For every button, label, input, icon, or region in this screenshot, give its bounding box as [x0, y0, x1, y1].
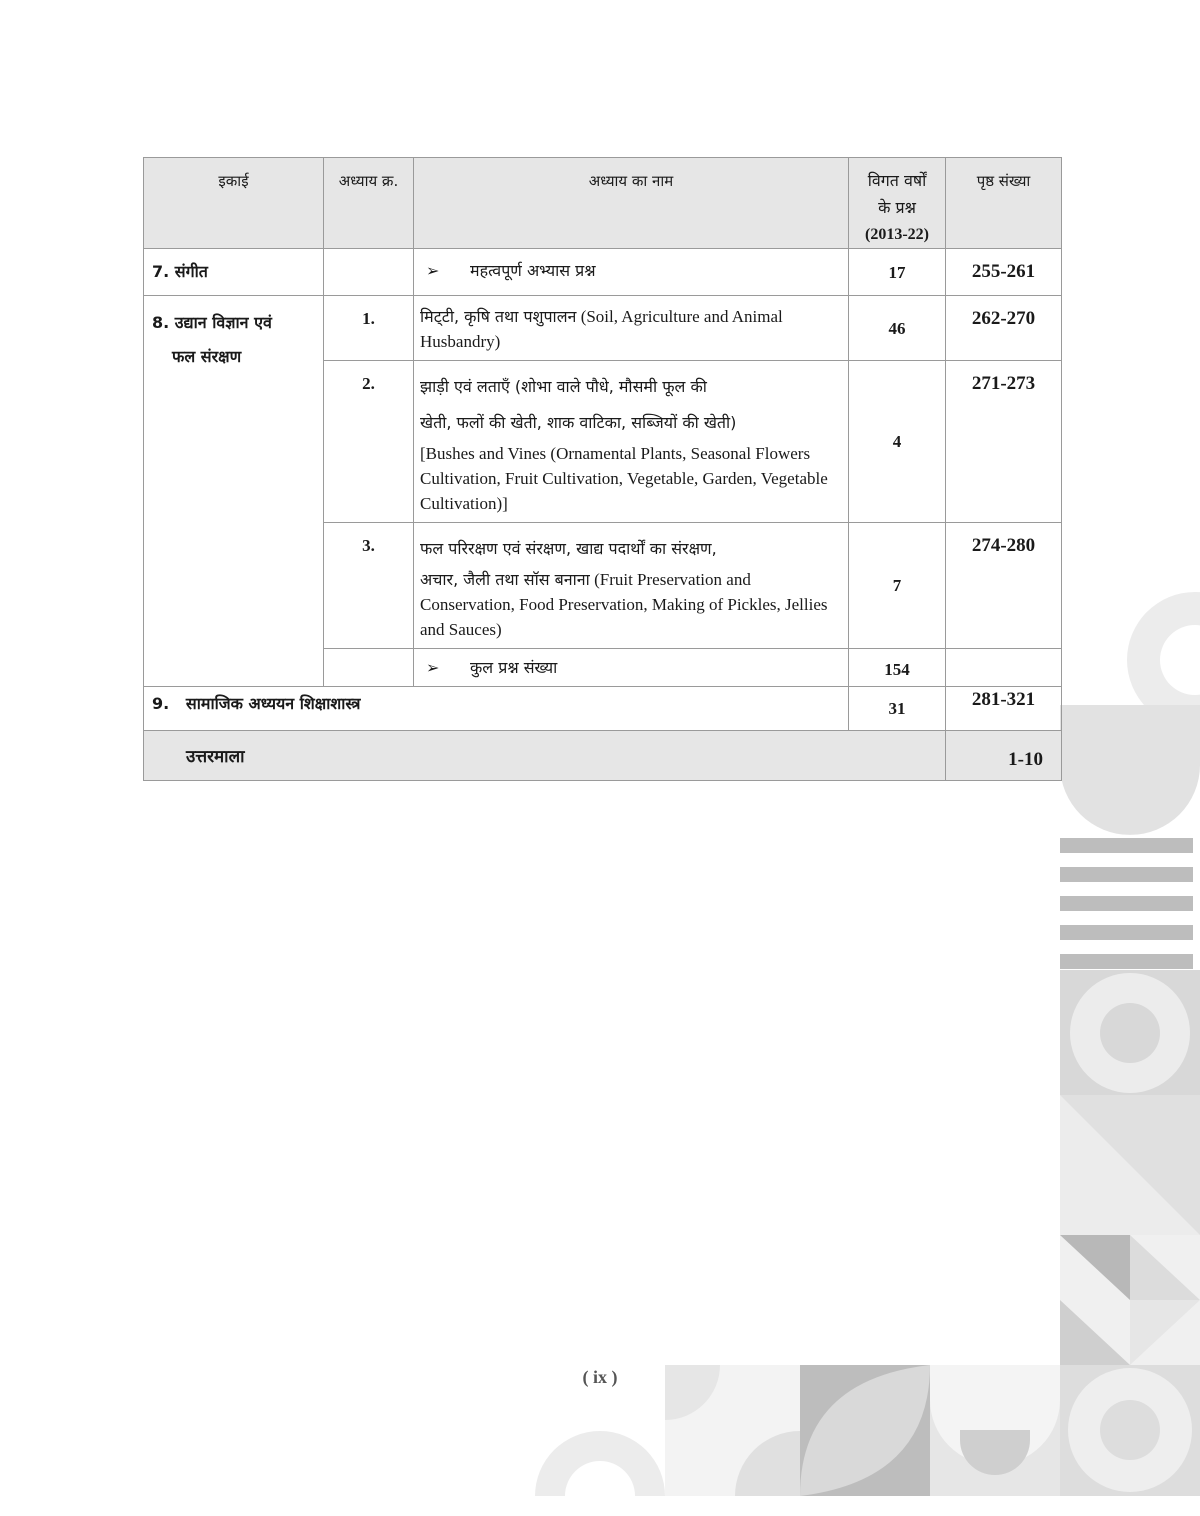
page-range: 262-270 [946, 296, 1062, 361]
answers-label: उत्तरमाला [144, 731, 946, 781]
total-questions-label [414, 649, 849, 687]
table-row [144, 731, 1062, 781]
chapter-name: महत्वपूर्ण अभ्यास प्रश्न [470, 261, 596, 280]
deco-shape [1060, 765, 1200, 835]
header-questions-line2: के प्रश्न [878, 198, 916, 217]
unit-title-line1: 8. उद्यान विज्ञान एवं [152, 313, 272, 332]
questions-count: 7 [849, 523, 946, 649]
chapter-number: 3. [324, 523, 414, 649]
unit-social-pedagogy: 9. सामाजिक अध्ययन शिक्षाशास्त्र [144, 687, 849, 731]
page-number: ( ix ) [582, 1367, 618, 1387]
chapter-fruit-preservation [414, 523, 849, 649]
chapter-name-hindi-line2: खेती, फलों की खेती, शाक वाटिका, सब्जियों की खेती) [420, 413, 737, 432]
questions-count: 31 [849, 687, 946, 731]
table-row [144, 249, 1062, 296]
chapter-soil [414, 296, 849, 361]
questions-count: 17 [849, 249, 946, 296]
chapter-name-hindi-line1: झाड़ी एवं लताएँ (शोभा वाले पौधे, मौसमी फूल की [420, 377, 707, 396]
table-header-row [144, 158, 1062, 249]
chapter-name-hindi-line2: अचार, जैली तथा सॉस बनाना [420, 570, 590, 589]
deco-stripe [1060, 838, 1193, 853]
unit-music: 7. संगीत [144, 249, 324, 296]
chapter-name-english: (Fruit Preservation and Conservation, Food Preservation, Making of Pickles, Jellies and Sauces) [420, 570, 828, 639]
header-unit: इकाई [144, 158, 324, 249]
header-questions [849, 158, 946, 249]
total-label: कुल प्रश्न संख्या [470, 658, 558, 677]
chapter-number: 1. [324, 296, 414, 361]
questions-count: 4 [849, 361, 946, 523]
page-range: 274-280 [946, 523, 1062, 649]
chapter-bushes [414, 361, 849, 523]
header-page: पृष्ठ संख्या [946, 158, 1062, 249]
header-chapter-name: अध्याय का नाम [414, 158, 849, 249]
contents-table [143, 157, 1062, 781]
deco-shape [1100, 1400, 1160, 1460]
table-row [144, 296, 1062, 361]
header-chapter-no: अध्याय क्र. [324, 158, 414, 249]
page-range: 255-261 [946, 249, 1062, 296]
empty-cell [324, 649, 414, 687]
chapter-music [414, 249, 849, 296]
chapter-number: 2. [324, 361, 414, 523]
chapter-name-english: (Soil, Agriculture and Animal Husbandry) [420, 307, 783, 351]
deco-stripe [1060, 896, 1193, 911]
arrow-bullet: ➢ [426, 261, 440, 280]
empty-cell [324, 249, 414, 296]
chapter-name-hindi: मिट्‌टी, कृषि तथा पशुपालन [420, 307, 577, 326]
arrow-bullet: ➢ [426, 658, 440, 677]
chapter-name-english: [Bushes and Vines (Ornamental Plants, Seasonal Flowers Cultivation, Fruit Cultivation, Vegetable, Garden, Vegetable Cultivation)] [420, 444, 828, 513]
deco-stripe [1060, 925, 1193, 940]
empty-cell [946, 649, 1062, 687]
deco-shape [1060, 705, 1200, 765]
questions-count: 46 [849, 296, 946, 361]
unit-horticulture [144, 296, 324, 687]
answers-page-range: 1-10 [946, 731, 1062, 781]
deco-stripe [1060, 867, 1193, 882]
table-row [144, 687, 1062, 731]
header-questions-line1: विगत वर्षों [867, 171, 927, 190]
page-range: 281-321 [946, 687, 1062, 731]
deco-stripe [1060, 954, 1193, 969]
header-questions-years: (2013-22) [865, 226, 929, 243]
page-range: 271-273 [946, 361, 1062, 523]
total-questions-count: 154 [849, 649, 946, 687]
chapter-name-hindi-line1: फल परिरक्षण एवं संरक्षण, खाद्य पदार्थों का संरक्षण, [420, 539, 717, 558]
unit-title-line2: फल संरक्षण [172, 347, 242, 366]
deco-shape [1100, 1003, 1160, 1063]
